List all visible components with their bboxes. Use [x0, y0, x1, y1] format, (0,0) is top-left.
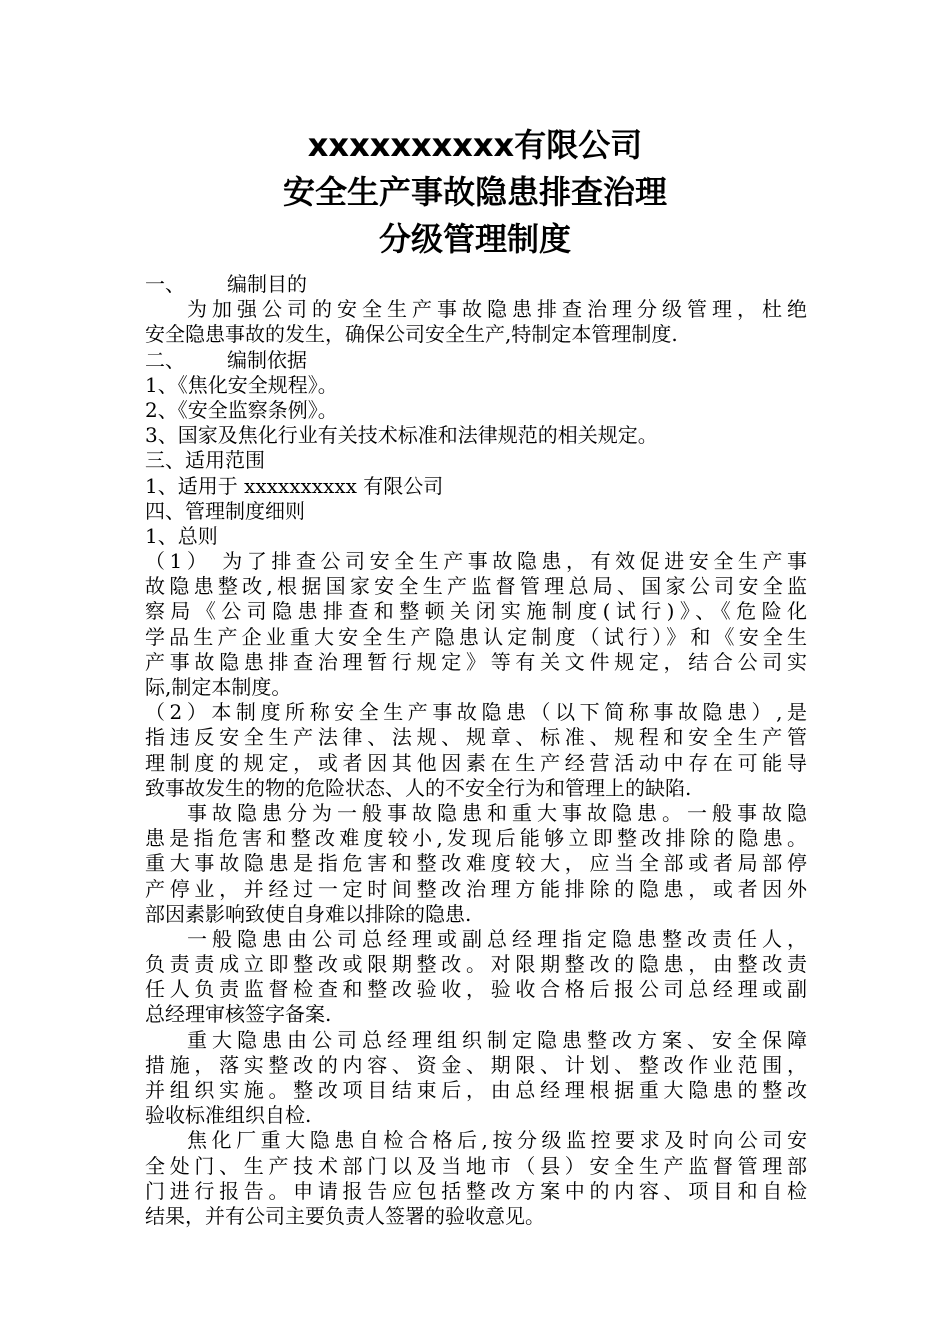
- paragraph-line: 任人负责监督检查和整改验收，验收合格后报公司总经理或副: [145, 977, 807, 1002]
- paragraph-line: 察局《公司隐患排查和整顿关闭实施制度(试行)》、《危险化: [145, 599, 807, 624]
- paragraph-line: 产事故隐患排查治理暂行规定》等有关文件规定，结合公司实: [145, 649, 807, 674]
- list-item: 2、《安全监察条例》。: [145, 397, 338, 422]
- paragraph-line: 负责责成立即整改或限期整改。对限期整改的隐患，由整改责: [145, 952, 807, 977]
- section-number: 二、: [145, 347, 185, 372]
- paragraph-line: 全处门、生产技术部门以及当地市（县）安全生产监督管理部: [145, 1153, 807, 1178]
- section-heading-purpose: [145, 272, 807, 297]
- paragraph-line: （2）本制度所称安全生产事故隐患（以下简称事故隐患）,是: [145, 700, 807, 725]
- paragraph-line: 部因素影响致使自身难以排除的隐患.: [145, 901, 472, 926]
- section-title: 编制目的: [227, 272, 307, 296]
- document-body: [145, 272, 807, 1229]
- section-heading-rules: 四、管理制度细则: [145, 498, 305, 523]
- section-heading-basis: [145, 348, 807, 373]
- paragraph-line: 故隐患整改,根据国家安全生产监督管理总局、国家公司安全监: [145, 574, 807, 599]
- list-item: 3、国家及焦化行业有关技术标准和法律规范的相关规定。: [145, 423, 658, 448]
- paragraph-line: 焦化厂重大隐患自检合格后,按分级监控要求及时向公司安: [187, 1128, 807, 1153]
- paragraph-line: 并组织实施。整改项目结束后，由总经理根据重大隐患的整改: [145, 1078, 807, 1102]
- paragraph-line: 重大隐患由公司总经理组织制定隐患整改方案、安全保障: [187, 1027, 807, 1052]
- paragraph-line: 安全隐患事故的发生，确保公司安全生产,特制定本管理制度.: [145, 322, 678, 347]
- paragraph-line: 际,制定本制度。: [145, 675, 292, 699]
- paragraph-line: 致事故发生的物的危险状态、人的不安全行为和管理上的缺陷.: [145, 775, 692, 800]
- paragraph-line: 措施，落实整改的内容、资金、期限、计划、整改作业范围，: [145, 1052, 807, 1077]
- paragraph-line: 患是指危害和整改难度较小,发现后能够立即整改排除的隐患。: [145, 826, 807, 851]
- list-item: 1、适用于 xxxxxxxxxx 有限公司: [145, 473, 444, 498]
- section-heading-scope: 三、适用范围: [145, 448, 265, 473]
- section-number: 一、: [145, 272, 185, 296]
- paragraph-line: 学品生产企业重大安全生产隐患认定制度（试行）》和《安全生: [145, 624, 807, 649]
- sub-heading-general: 1、总则: [145, 523, 218, 548]
- title-line-company: xxxxxxxxxx有限公司: [307, 126, 643, 164]
- paragraph-line: 验收标准组织自检.: [145, 1103, 312, 1128]
- paragraph-line: 重大事故隐患是指危害和整改难度较大，应当全部或者局部停: [145, 851, 807, 876]
- paragraph-line: 产停业，并经过一定时间整改治理方能排除的隐患，或者因外: [145, 876, 807, 901]
- paragraph-line: 总经理审核签字备案.: [145, 1002, 332, 1027]
- paragraph-line: （1） 为了排查公司安全生产事故隐患，有效促进安全生产事: [145, 549, 807, 574]
- document-title: [145, 122, 805, 263]
- paragraph-line: 为加强公司的安全生产事故隐患排查治理分级管理，杜绝: [187, 297, 807, 322]
- paragraph-line: 理制度的规定，或者因其他因素在生产经营活动中存在可能导: [145, 750, 807, 775]
- paragraph-line: 一般隐患由公司总经理或副总经理指定隐患整改责任人，: [187, 926, 807, 951]
- section-title: 编制依据: [227, 347, 307, 372]
- title-line-subject: 安全生产事故隐患排查治理: [282, 173, 667, 211]
- paragraph-line: 事故隐患分为一般事故隐患和重大事故隐患。一般事故隐: [187, 800, 807, 825]
- paragraph-line: 指违反安全生产法律、法规、规章、标准、规程和安全生产管: [145, 725, 807, 750]
- list-item: 1、《焦化安全规程》。: [145, 372, 338, 397]
- title-line-doc-type: 分级管理制度: [378, 220, 571, 258]
- paragraph-line: 结果，并有公司主要负责人签署的验收意见。: [145, 1203, 545, 1228]
- paragraph-line: 门进行报告。申请报告应包括整改方案中的内容、项目和自检: [145, 1178, 807, 1203]
